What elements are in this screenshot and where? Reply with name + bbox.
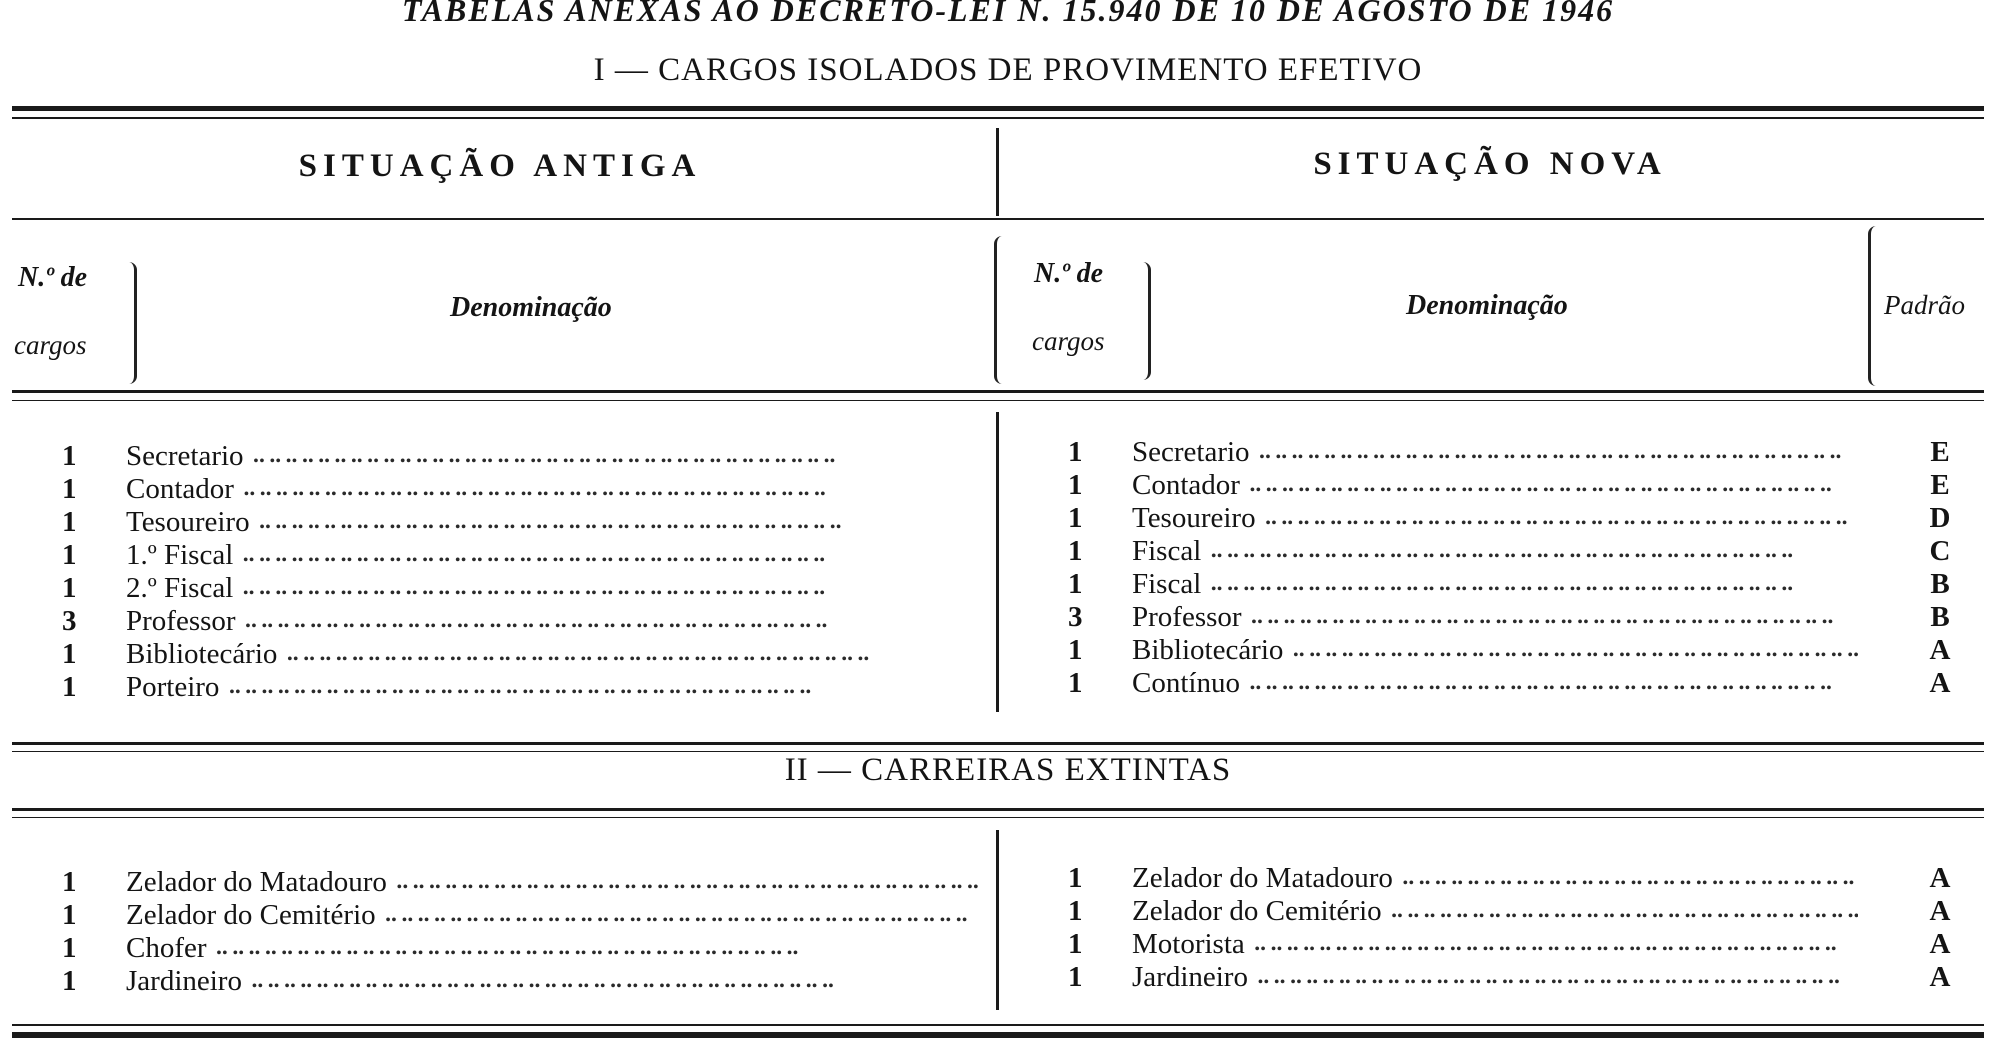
old-num-cargos-label-1: N.º de <box>18 262 88 293</box>
list-item <box>62 671 992 704</box>
cargo-count: 1 <box>1068 469 1083 501</box>
leader-dots <box>1240 474 1858 507</box>
cargo-name: Motorista <box>1132 928 1245 960</box>
cargo-count: 3 <box>1068 601 1083 633</box>
list-item <box>1068 862 1858 895</box>
cargo-name: Zelador do Matadouro <box>126 866 387 898</box>
old-num-cargos-label-2: cargos <box>14 330 87 360</box>
cargo-name: 2.º Fiscal <box>126 572 234 604</box>
padrao-value: C <box>1929 535 1951 567</box>
list-item <box>62 572 992 605</box>
padrao-brace <box>1868 226 1879 386</box>
list-item <box>62 539 992 572</box>
cargo-count: 1 <box>62 932 77 964</box>
padrao-value: B <box>1930 601 1950 633</box>
cargo-name: Jardineiro <box>1132 961 1248 993</box>
new-num-cargos-label-2: cargos <box>1032 326 1105 356</box>
list-item <box>1068 961 1858 994</box>
list-item <box>1068 601 1858 634</box>
list-item <box>1068 667 1858 700</box>
padrao-value: D <box>1929 502 1951 534</box>
leader-dots <box>376 904 992 937</box>
cargo-name: Professor <box>1132 601 1242 633</box>
cargo-name: Fiscal <box>1132 535 1202 567</box>
cargo-count: 1 <box>1068 535 1083 567</box>
section-2-new-list <box>1068 862 1858 994</box>
list-item <box>62 440 992 473</box>
cargo-name: Contador <box>1132 469 1240 501</box>
section-1-padrao-list <box>1920 436 1960 700</box>
cargo-count: 1 <box>62 539 77 571</box>
cargo-count: 1 <box>1068 634 1083 666</box>
leader-dots <box>219 676 992 709</box>
leader-dots <box>234 478 992 511</box>
cargo-name: Contínuo <box>1132 667 1240 699</box>
cargo-name: Bibliotecário <box>1132 634 1284 666</box>
section-2-top-rule <box>12 742 1984 745</box>
list-item <box>1068 502 1858 535</box>
cargo-name: Zelador do Cemitério <box>1132 895 1382 927</box>
section-1-old-list <box>62 440 992 704</box>
list-item <box>62 899 992 932</box>
padrao-value: A <box>1929 928 1951 960</box>
leader-dots <box>233 577 992 610</box>
cargo-count: 1 <box>1068 928 1083 960</box>
cargo-count: 1 <box>1068 667 1083 699</box>
cargo-count: 1 <box>62 671 77 703</box>
cargo-count: 3 <box>62 605 77 637</box>
leader-dots <box>233 544 992 577</box>
list-item <box>62 932 992 965</box>
cargo-name: Bibliotecário <box>126 638 278 670</box>
leader-dots <box>1201 573 1858 606</box>
leader-dots <box>1248 966 1858 999</box>
cargo-count: 1 <box>62 899 77 931</box>
list-item <box>1068 436 1858 469</box>
old-denominacao-label: Denominação <box>450 292 612 323</box>
leader-dots <box>1242 606 1858 639</box>
leader-dots <box>1382 900 1858 933</box>
leader-dots <box>1245 933 1858 966</box>
list-item <box>62 866 992 899</box>
section-1-heading: I — CARGOS ISOLADOS DE PROVIMENTO EFETIVO <box>593 52 1423 88</box>
cargo-count: 1 <box>62 638 77 670</box>
section-2-heading-rule-thin <box>12 817 1984 818</box>
cargo-count: 1 <box>62 965 77 997</box>
list-item <box>1068 469 1858 502</box>
padrao-value: A <box>1929 862 1951 894</box>
padrao-value: E <box>1930 436 1950 468</box>
cargo-count: 1 <box>1068 502 1083 534</box>
section-2-heading: II — CARREIRAS EXTINTAS <box>784 752 1232 788</box>
cargo-name: Contador <box>126 473 234 505</box>
cargo-name: Zelador do Matadouro <box>1132 862 1393 894</box>
list-item <box>1068 928 1858 961</box>
old-num-brace <box>126 262 137 384</box>
top-thick-rule <box>12 106 1984 111</box>
list-item <box>62 638 992 671</box>
list-item <box>62 965 992 998</box>
document-title: TABELAS ANEXAS AO DECRETO-LEI N. 15.940 DE 10 DE AGOSTO DE 1946 <box>401 0 1615 28</box>
leader-dots <box>387 871 992 904</box>
cargo-name: Tesoureiro <box>126 506 250 538</box>
padrao-value: B <box>1930 568 1950 600</box>
list-item <box>62 605 992 638</box>
bottom-thin-rule <box>12 1024 1984 1026</box>
cargo-name: 1.º Fiscal <box>126 539 234 571</box>
cargo-name: Secretario <box>1132 436 1250 468</box>
cargo-name: Tesoureiro <box>1132 502 1256 534</box>
padrao-value: E <box>1930 469 1950 501</box>
leader-dots <box>1201 540 1858 573</box>
new-situation-header: SITUAÇÃO NOVA <box>1313 146 1667 182</box>
cargo-name: Jardineiro <box>126 965 242 997</box>
list-item <box>1068 568 1858 601</box>
section-2-padrao-list <box>1920 862 1960 994</box>
leader-dots <box>242 970 992 1003</box>
padrao-label: Padrão <box>1884 290 1965 320</box>
padrao-value: A <box>1929 895 1951 927</box>
new-denominacao-label: Denominação <box>1406 290 1568 321</box>
situation-header-rule <box>12 218 1984 220</box>
list-item <box>62 473 992 506</box>
cargo-count: 1 <box>1068 568 1083 600</box>
new-num-brace-left <box>994 236 1005 384</box>
leader-dots <box>1240 672 1858 705</box>
list-item <box>1068 895 1858 928</box>
leader-dots <box>1250 441 1858 474</box>
new-num-brace-right <box>1140 262 1151 380</box>
leader-dots <box>244 445 992 478</box>
leader-dots <box>1256 507 1858 540</box>
cargo-count: 1 <box>1068 961 1083 993</box>
list-item <box>1068 535 1858 568</box>
cargo-name: Chofer <box>126 932 207 964</box>
section-2-vertical-divider <box>996 830 999 1010</box>
old-situation-header: SITUAÇÃO ANTIGA <box>298 148 702 184</box>
cargo-count: 1 <box>62 440 77 472</box>
section-1-vertical-divider <box>996 412 999 712</box>
cargo-name: Porteiro <box>126 671 220 703</box>
section-2-old-list <box>62 866 992 998</box>
section-1-new-list <box>1068 436 1858 700</box>
list-item <box>62 506 992 539</box>
cargo-name: Fiscal <box>1132 568 1202 600</box>
leader-dots <box>1393 867 1858 900</box>
cargo-name: Professor <box>126 605 236 637</box>
cargo-count: 1 <box>62 506 77 538</box>
leader-dots <box>1283 639 1858 672</box>
leader-dots <box>250 511 992 544</box>
padrao-value: A <box>1929 667 1951 699</box>
section-2-heading-rule <box>12 808 1984 811</box>
cargo-count: 1 <box>1068 895 1083 927</box>
new-num-cargos-label-1: N.º de <box>1034 258 1104 289</box>
cargo-count: 1 <box>62 572 77 604</box>
padrao-value: A <box>1929 634 1951 666</box>
top-thin-rule <box>12 117 1984 119</box>
header-vertical-divider <box>996 128 999 216</box>
cargo-name: Secretario <box>126 440 244 472</box>
cargo-count: 1 <box>1068 436 1083 468</box>
padrao-value: A <box>1929 961 1951 993</box>
leader-dots <box>207 937 992 970</box>
leader-dots <box>277 643 992 676</box>
cargo-count: 1 <box>62 866 77 898</box>
cargo-name: Zelador do Cemitério <box>126 899 376 931</box>
leader-dots <box>236 610 992 643</box>
cargo-count: 1 <box>62 473 77 505</box>
bottom-thick-rule <box>12 1032 1984 1038</box>
column-header-rule-thin <box>12 400 1984 401</box>
cargo-count: 1 <box>1068 862 1083 894</box>
list-item <box>1068 634 1858 667</box>
column-header-rule <box>12 390 1984 393</box>
